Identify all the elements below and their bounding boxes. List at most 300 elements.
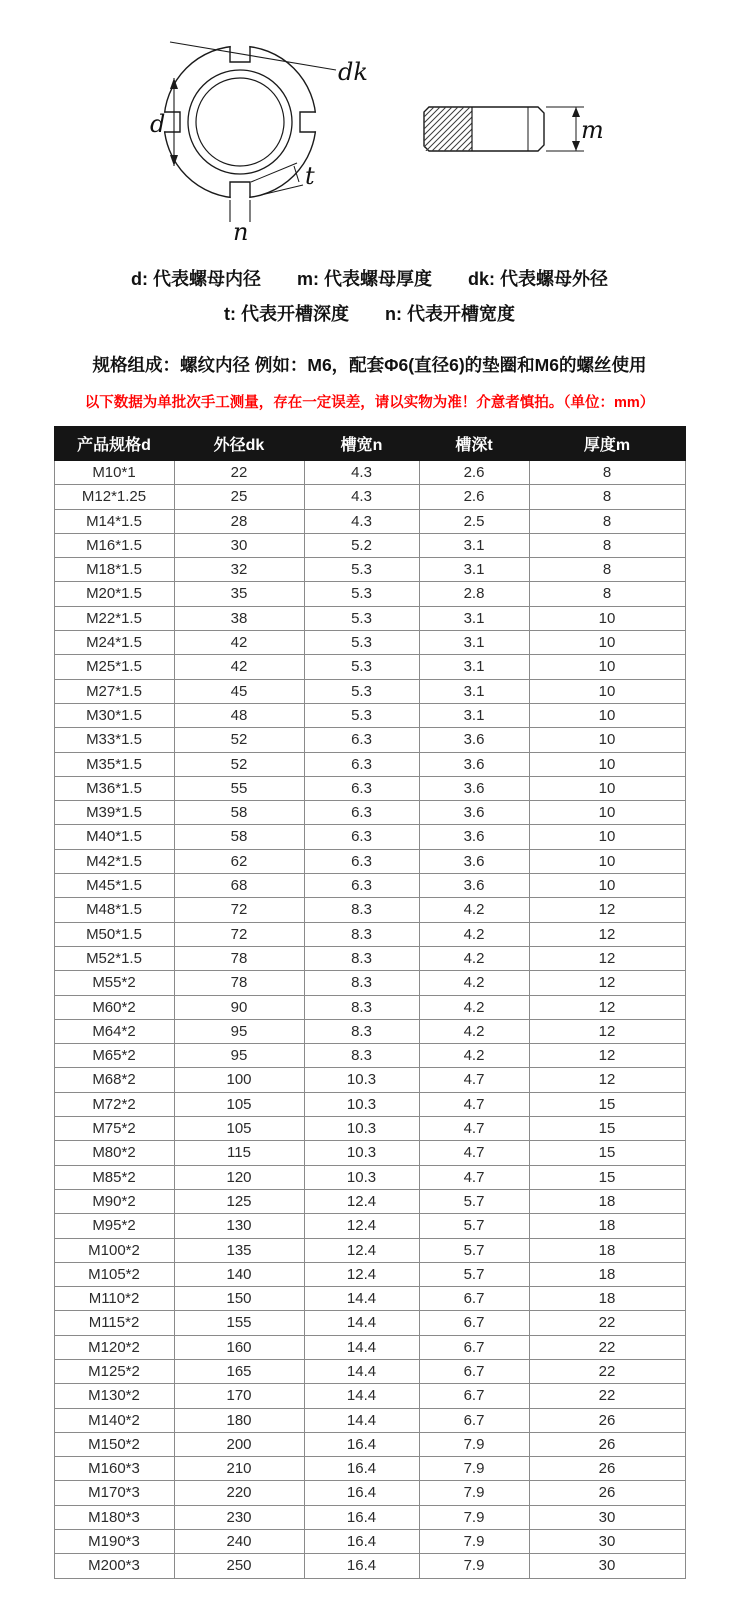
table-row [54, 533, 685, 557]
legend-item-t: t: 代表开槽深度 [224, 304, 349, 324]
spec-cell: M130*2 [54, 1384, 174, 1408]
spec-cell: 6.3 [304, 752, 419, 776]
spec-cell: 150 [174, 1287, 304, 1311]
spec-cell: M110*2 [54, 1287, 174, 1311]
spec-cell: 12 [529, 1019, 685, 1043]
spec-cell: 90 [174, 995, 304, 1019]
table-row [54, 971, 685, 995]
spec-cell: 26 [529, 1408, 685, 1432]
spec-cell: 10 [529, 776, 685, 800]
spec-cell: 8 [529, 509, 685, 533]
spec-cell: 155 [174, 1311, 304, 1335]
spec-cell: 14.4 [304, 1359, 419, 1383]
spec-cell: 130 [174, 1214, 304, 1238]
spec-cell: 4.7 [419, 1165, 529, 1189]
table-row [54, 1117, 685, 1141]
legend-item-n: n: 代表开槽宽度 [385, 304, 515, 324]
table-row [54, 801, 685, 825]
table-row [54, 679, 685, 703]
spec-cell: 210 [174, 1457, 304, 1481]
spec-cell: 2.6 [419, 485, 529, 509]
spec-cell: 4.2 [419, 946, 529, 970]
spec-cell: M65*2 [54, 1044, 174, 1068]
spec-cell: 35 [174, 582, 304, 606]
spec-cell: M90*2 [54, 1189, 174, 1213]
dim-label-d: d [150, 110, 166, 138]
dim-label-t: t [305, 162, 315, 190]
spec-cell: M35*1.5 [54, 752, 174, 776]
spec-cell: M27*1.5 [54, 679, 174, 703]
spec-cell: 14.4 [304, 1311, 419, 1335]
spec-cell: M45*1.5 [54, 874, 174, 898]
nut-diagram-svg [0, 4, 739, 256]
spec-cell: 4.2 [419, 898, 529, 922]
spec-cell: 12 [529, 1044, 685, 1068]
spec-cell: M150*2 [54, 1432, 174, 1456]
legend-item-dk: dk: 代表螺母外径 [467, 269, 608, 289]
spec-cell: 105 [174, 1092, 304, 1116]
table-row [54, 1262, 685, 1286]
spec-cell: 5.2 [304, 533, 419, 557]
spec-cell: M33*1.5 [54, 728, 174, 752]
spec-cell: 22 [174, 461, 304, 485]
table-row [54, 995, 685, 1019]
spec-cell: 5.3 [304, 679, 419, 703]
legend-item-d: d: 代表螺母内径 [130, 269, 261, 289]
spec-cell: M120*2 [54, 1335, 174, 1359]
spec-cell: 3.1 [419, 655, 529, 679]
table-row [54, 1238, 685, 1262]
spec-cell: M95*2 [54, 1214, 174, 1238]
spec-cell: 14.4 [304, 1335, 419, 1359]
spec-cell: 14.4 [304, 1384, 419, 1408]
spec-cell: M200*3 [54, 1554, 174, 1578]
spec-cell: 72 [174, 898, 304, 922]
spec-cell: 12.4 [304, 1189, 419, 1213]
spec-cell: M105*2 [54, 1262, 174, 1286]
spec-cell: 18 [529, 1214, 685, 1238]
spec-cell: 140 [174, 1262, 304, 1286]
spec-cell: M39*1.5 [54, 801, 174, 825]
dim-label-dk: dk [338, 58, 368, 86]
spec-cell: 25 [174, 485, 304, 509]
spec-cell: M20*1.5 [54, 582, 174, 606]
spec-cell: 28 [174, 509, 304, 533]
spec-cell: 10.3 [304, 1068, 419, 1092]
spec-cell: 55 [174, 776, 304, 800]
spec-cell: 16.4 [304, 1481, 419, 1505]
spec-cell: M60*2 [54, 995, 174, 1019]
spec-cell: M50*1.5 [54, 922, 174, 946]
spec-cell: 4.2 [419, 1044, 529, 1068]
spec-cell: 3.6 [419, 728, 529, 752]
spec-cell: 3.1 [419, 703, 529, 727]
spec-cell: 7.9 [419, 1505, 529, 1529]
spec-cell: 4.2 [419, 1019, 529, 1043]
spec-cell: 160 [174, 1335, 304, 1359]
spec-cell: M80*2 [54, 1141, 174, 1165]
table-row [54, 1068, 685, 1092]
spec-cell: M10*1 [54, 461, 174, 485]
spec-cell: 6.3 [304, 728, 419, 752]
spec-cell: 4.2 [419, 922, 529, 946]
spec-cell: 2.6 [419, 461, 529, 485]
spec-cell: M16*1.5 [54, 533, 174, 557]
spec-cell: 52 [174, 752, 304, 776]
spec-cell: 230 [174, 1505, 304, 1529]
table-row [54, 1092, 685, 1116]
spec-cell: M25*1.5 [54, 655, 174, 679]
spec-cell: 7.9 [419, 1530, 529, 1554]
table-row [54, 1044, 685, 1068]
spec-cell: 5.3 [304, 606, 419, 630]
col-header-slot-depth: 槽深t [419, 427, 529, 461]
spec-cell: 10 [529, 728, 685, 752]
spec-cell: 22 [529, 1359, 685, 1383]
spec-cell: 7.9 [419, 1481, 529, 1505]
table-row [54, 631, 685, 655]
spec-cell: M180*3 [54, 1505, 174, 1529]
spec-cell: M140*2 [54, 1408, 174, 1432]
spec-cell: 22 [529, 1335, 685, 1359]
spec-cell: 12.4 [304, 1262, 419, 1286]
spec-cell: 48 [174, 703, 304, 727]
spec-cell: M125*2 [54, 1359, 174, 1383]
spec-cell: 15 [529, 1117, 685, 1141]
spec-cell: 22 [529, 1384, 685, 1408]
spec-cell: 115 [174, 1141, 304, 1165]
spec-cell: 10 [529, 679, 685, 703]
legend-line-2 [0, 297, 739, 332]
spec-cell: 4.3 [304, 461, 419, 485]
spec-cell: 10.3 [304, 1092, 419, 1116]
spec-cell: 95 [174, 1019, 304, 1043]
spec-cell: 16.4 [304, 1432, 419, 1456]
nut-technical-diagram [0, 4, 739, 256]
spec-cell: 12 [529, 898, 685, 922]
table-row [54, 1481, 685, 1505]
spec-cell: 3.1 [419, 631, 529, 655]
spec-cell: M14*1.5 [54, 509, 174, 533]
spec-cell: 10 [529, 825, 685, 849]
spec-cell: 4.2 [419, 995, 529, 1019]
spec-cell: 6.3 [304, 874, 419, 898]
table-row [54, 1165, 685, 1189]
spec-cell: M85*2 [54, 1165, 174, 1189]
col-header-spec: 产品规格d [54, 427, 174, 461]
spec-cell: M18*1.5 [54, 558, 174, 582]
spec-cell: 240 [174, 1530, 304, 1554]
spec-cell: 8 [529, 485, 685, 509]
spec-cell: 12 [529, 922, 685, 946]
table-row [54, 703, 685, 727]
spec-cell: 2.8 [419, 582, 529, 606]
spec-cell: M100*2 [54, 1238, 174, 1262]
spec-cell: 6.7 [419, 1287, 529, 1311]
spec-cell: 180 [174, 1408, 304, 1432]
spec-cell: 62 [174, 849, 304, 873]
table-row [54, 874, 685, 898]
spec-cell: 3.6 [419, 849, 529, 873]
spec-cell: 6.7 [419, 1384, 529, 1408]
spec-cell: 18 [529, 1238, 685, 1262]
spec-cell: 3.6 [419, 825, 529, 849]
spec-cell: 26 [529, 1481, 685, 1505]
spec-cell: 26 [529, 1457, 685, 1481]
spec-cell: 4.2 [419, 971, 529, 995]
spec-cell: 3.1 [419, 679, 529, 703]
spec-cell: 6.7 [419, 1335, 529, 1359]
table-row [54, 1359, 685, 1383]
spec-cell: 200 [174, 1432, 304, 1456]
spec-cell: 3.1 [419, 533, 529, 557]
spec-cell: 8.3 [304, 946, 419, 970]
spec-cell: 12 [529, 971, 685, 995]
spec-cell: 5.3 [304, 703, 419, 727]
spec-cell: 58 [174, 825, 304, 849]
spec-cell: 30 [529, 1554, 685, 1578]
table-row [54, 752, 685, 776]
legend-line-1 [0, 262, 739, 297]
spec-cell: 8.3 [304, 898, 419, 922]
col-header-thickness: 厚度m [529, 427, 685, 461]
spec-cell: 32 [174, 558, 304, 582]
spec-cell: 16.4 [304, 1554, 419, 1578]
spec-cell: 165 [174, 1359, 304, 1383]
table-row [54, 825, 685, 849]
spec-cell: 52 [174, 728, 304, 752]
spec-cell: 5.3 [304, 655, 419, 679]
spec-cell: 18 [529, 1189, 685, 1213]
spec-cell: 6.3 [304, 825, 419, 849]
spec-cell: M68*2 [54, 1068, 174, 1092]
col-header-outer-dia: 外径dk [174, 427, 304, 461]
spec-cell: 30 [529, 1505, 685, 1529]
spec-cell: M75*2 [54, 1117, 174, 1141]
spec-cell: 58 [174, 801, 304, 825]
spec-cell: 3.6 [419, 776, 529, 800]
spec-cell: 78 [174, 946, 304, 970]
table-row [54, 1311, 685, 1335]
spec-cell: M24*1.5 [54, 631, 174, 655]
dimension-legend [0, 262, 739, 332]
spec-cell: M22*1.5 [54, 606, 174, 630]
spec-cell: 6.3 [304, 776, 419, 800]
table-row [54, 776, 685, 800]
spec-cell: 3.1 [419, 558, 529, 582]
table-row [54, 1019, 685, 1043]
spec-cell: 45 [174, 679, 304, 703]
spec-cell: 10 [529, 606, 685, 630]
spec-cell: 10 [529, 631, 685, 655]
table-row [54, 485, 685, 509]
spec-cell: 4.7 [419, 1092, 529, 1116]
spec-cell: 30 [174, 533, 304, 557]
spec-cell: 10.3 [304, 1117, 419, 1141]
spec-cell: 12 [529, 995, 685, 1019]
spec-cell: 26 [529, 1432, 685, 1456]
table-row [54, 1214, 685, 1238]
spec-cell: 7.9 [419, 1554, 529, 1578]
spec-cell: 6.7 [419, 1311, 529, 1335]
spec-table [54, 426, 686, 1579]
spec-cell: M170*3 [54, 1481, 174, 1505]
table-row [54, 1530, 685, 1554]
spec-cell: 5.3 [304, 582, 419, 606]
spec-cell: 16.4 [304, 1530, 419, 1554]
spec-cell: 10 [529, 655, 685, 679]
spec-cell: 8 [529, 582, 685, 606]
spec-cell: 18 [529, 1262, 685, 1286]
spec-cell: 16.4 [304, 1457, 419, 1481]
spec-cell: 100 [174, 1068, 304, 1092]
spec-cell: 10 [529, 801, 685, 825]
spec-cell: 8 [529, 558, 685, 582]
spec-cell: 6.7 [419, 1359, 529, 1383]
table-row [54, 898, 685, 922]
spec-cell: 38 [174, 606, 304, 630]
spec-table-body [54, 461, 685, 1579]
table-row [54, 655, 685, 679]
table-row [54, 606, 685, 630]
spec-cell: 105 [174, 1117, 304, 1141]
spec-cell: M12*1.25 [54, 485, 174, 509]
spec-cell: 12.4 [304, 1214, 419, 1238]
spec-cell: 170 [174, 1384, 304, 1408]
spec-cell: M40*1.5 [54, 825, 174, 849]
spec-cell: 125 [174, 1189, 304, 1213]
table-row [54, 1457, 685, 1481]
spec-cell: 10 [529, 849, 685, 873]
spec-cell: 4.3 [304, 509, 419, 533]
spec-cell: 4.7 [419, 1117, 529, 1141]
spec-cell: 15 [529, 1092, 685, 1116]
spec-cell: 5.7 [419, 1238, 529, 1262]
spec-cell: 78 [174, 971, 304, 995]
spec-cell: 7.9 [419, 1432, 529, 1456]
dim-label-m: m [581, 116, 604, 144]
measurement-notice: 以下数据为单批次手工测量，存在一定误差，请以实物为准！介意者慎拍。（单位：mm） [84, 395, 655, 411]
spec-cell: 10 [529, 752, 685, 776]
spec-cell: 220 [174, 1481, 304, 1505]
spec-cell: 6.3 [304, 849, 419, 873]
spec-cell: M72*2 [54, 1092, 174, 1116]
spec-cell: 15 [529, 1141, 685, 1165]
spec-cell: 3.6 [419, 874, 529, 898]
spec-cell: 5.7 [419, 1189, 529, 1213]
table-row [54, 1189, 685, 1213]
table-row [54, 582, 685, 606]
table-row [54, 1384, 685, 1408]
spec-cell: 135 [174, 1238, 304, 1262]
spec-cell: 3.1 [419, 606, 529, 630]
table-row [54, 728, 685, 752]
spec-cell: 68 [174, 874, 304, 898]
spec-cell: 3.6 [419, 801, 529, 825]
spec-cell: 72 [174, 922, 304, 946]
spec-cell: 120 [174, 1165, 304, 1189]
spec-cell: 8 [529, 533, 685, 557]
spec-cell: 12 [529, 946, 685, 970]
spec-cell: 4.7 [419, 1141, 529, 1165]
spec-cell: 14.4 [304, 1408, 419, 1432]
table-row [54, 1505, 685, 1529]
spec-cell: 30 [529, 1530, 685, 1554]
spec-cell: 22 [529, 1311, 685, 1335]
table-row [54, 558, 685, 582]
table-row [54, 509, 685, 533]
spec-cell: 3.6 [419, 752, 529, 776]
spec-cell: 10.3 [304, 1165, 419, 1189]
spec-cell: 7.9 [419, 1457, 529, 1481]
spec-cell: 12 [529, 1068, 685, 1092]
spec-cell: M48*1.5 [54, 898, 174, 922]
table-row [54, 1287, 685, 1311]
spec-cell: 10 [529, 874, 685, 898]
spec-cell: 5.3 [304, 631, 419, 655]
spec-cell: 10 [529, 703, 685, 727]
spec-cell: 95 [174, 1044, 304, 1068]
spec-cell: 6.7 [419, 1408, 529, 1432]
spec-cell: 8.3 [304, 922, 419, 946]
spec-cell: 5.7 [419, 1214, 529, 1238]
spec-cell: 8.3 [304, 995, 419, 1019]
dim-label-n: n [233, 218, 249, 246]
legend-item-m: m: 代表螺母厚度 [296, 269, 432, 289]
spec-cell: 4.3 [304, 485, 419, 509]
spec-cell: 8 [529, 461, 685, 485]
spec-cell: 12.4 [304, 1238, 419, 1262]
spec-cell: 42 [174, 631, 304, 655]
spec-cell: M55*2 [54, 971, 174, 995]
spec-cell: M190*3 [54, 1530, 174, 1554]
spec-cell: M36*1.5 [54, 776, 174, 800]
spec-cell: M64*2 [54, 1019, 174, 1043]
table-row [54, 922, 685, 946]
spec-cell: 16.4 [304, 1505, 419, 1529]
spec-cell: M115*2 [54, 1311, 174, 1335]
spec-cell: 8.3 [304, 971, 419, 995]
spec-cell: 4.7 [419, 1068, 529, 1092]
table-row [54, 1141, 685, 1165]
table-row [54, 849, 685, 873]
spec-cell: M42*1.5 [54, 849, 174, 873]
table-header-row [54, 427, 685, 461]
spec-cell: M160*3 [54, 1457, 174, 1481]
spec-cell: 42 [174, 655, 304, 679]
spec-cell: 2.5 [419, 509, 529, 533]
table-row [54, 1335, 685, 1359]
spec-cell: 15 [529, 1165, 685, 1189]
spec-cell: 250 [174, 1554, 304, 1578]
nut-outer-circle [164, 46, 316, 198]
spec-cell: 6.3 [304, 801, 419, 825]
table-row [54, 1554, 685, 1578]
spec-cell: 14.4 [304, 1287, 419, 1311]
spec-cell: M30*1.5 [54, 703, 174, 727]
spec-composition-note: 规格组成：螺纹内径 例如：M6，配套Φ6(直径6)的垫圈和M6的螺丝使用 [92, 355, 647, 375]
table-row [54, 1408, 685, 1432]
spec-cell: 5.3 [304, 558, 419, 582]
spec-cell: 18 [529, 1287, 685, 1311]
spec-cell: 5.7 [419, 1262, 529, 1286]
spec-cell: 8.3 [304, 1044, 419, 1068]
spec-cell: 8.3 [304, 1019, 419, 1043]
col-header-slot-width: 槽宽n [304, 427, 419, 461]
spec-cell: M52*1.5 [54, 946, 174, 970]
table-row [54, 461, 685, 485]
table-row [54, 1432, 685, 1456]
